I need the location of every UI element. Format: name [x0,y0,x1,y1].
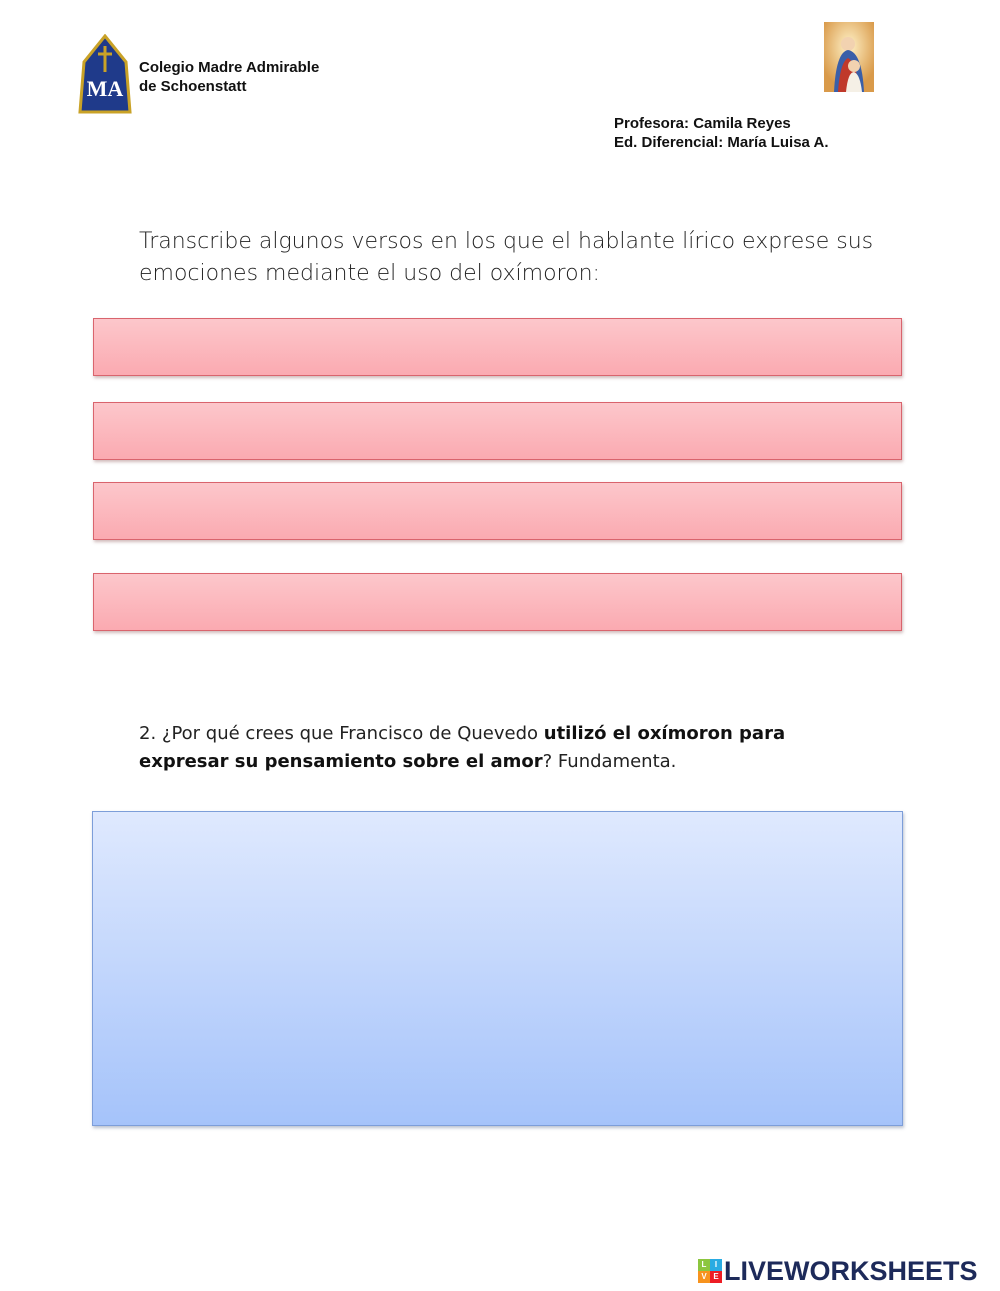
answer-field-5[interactable] [92,811,903,1126]
school-crest-logo [76,34,134,116]
liveworksheets-mark-icon [698,1259,722,1283]
liveworksheets-wordmark: LIVEWORKSHEETS [724,1255,978,1286]
question-2-text-bold: utilizó el oxímoron para expresar su pensamiento sobre el amor [139,723,786,772]
school-name-line2: de Schoenstatt [139,78,247,95]
special-ed-teacher: Ed. Diferencial: María Luisa A. [614,134,829,151]
answer-field-1[interactable] [93,318,902,376]
brand-mark-letter-v: V [698,1271,710,1283]
school-name-line1: Colegio Madre Admirable [139,59,320,76]
teacher-name: Profesora: Camila Reyes [614,115,791,132]
school-name [139,58,319,96]
question-1-prompt: Transcribe algunos versos en los que el hablante lírico exprese sus emociones mediante el uso del oxímoron: [139,229,874,286]
brand-mark-letter-i: I [710,1259,722,1271]
brand-mark-letter-l: L [698,1259,710,1271]
svg-text:MA: MA [86,76,124,101]
brand-mark-letter-e: E [710,1271,722,1283]
answer-field-3[interactable] [93,482,902,540]
teacher-info [614,114,829,152]
question-2-text-start: 2. ¿Por qué crees que Francisco de Quevedo [139,723,544,744]
question-2-prompt [139,720,859,776]
madonna-image [824,22,874,92]
liveworksheets-logo [698,1256,978,1286]
answer-field-4[interactable] [93,573,902,631]
question-2-text-end: ? Fundamenta. [542,751,677,772]
answer-field-2[interactable] [93,402,902,460]
